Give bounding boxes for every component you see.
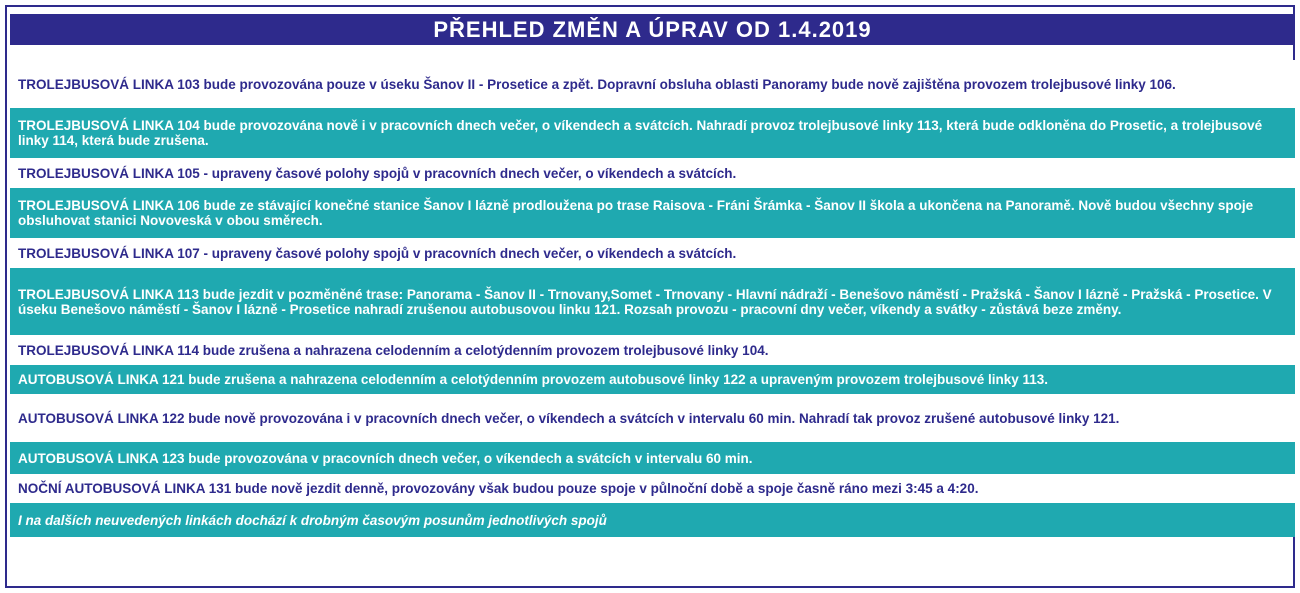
change-row-line-131 [10, 474, 1295, 503]
changes-list [10, 60, 1295, 537]
change-row-line-103 [10, 60, 1295, 108]
change-text: TROLEJBUSOVÁ LINKA 106 bude ze stávající konečné stanice Šanov I lázně prodloužena po trase Raisova - Fráni Šrámka - Šanov II škola a ukončena na Panoramě. Nově budou všechny spoje obsluhovat stanici Novoveská v obou směrech. [18, 198, 1254, 228]
change-text: TROLEJBUSOVÁ LINKA 104 bude provozována nově i v pracovních dnech večer, o víkendech a svátcích. Nahradí provoz trolejbusové linky 113, která bude odkloněna do Prosetic, a trolejbusové linky 114, která bude zrušena. [18, 118, 1263, 148]
change-row-line-122 [10, 394, 1295, 442]
change-row-footnote [10, 503, 1295, 537]
change-row-line-107 [10, 238, 1295, 268]
change-row-line-105 [10, 158, 1295, 188]
change-text: AUTOBUSOVÁ LINKA 122 bude nově provozována i v pracovních dnech večer, o víkendech a svátcích v intervalu 60 min. Nahradí tak provoz zrušené autobusové linky 121. [18, 410, 1120, 426]
change-row-line-121 [10, 365, 1295, 394]
change-text: TROLEJBUSOVÁ LINKA 113 bude jezdit v pozměněné trase: Panorama - Šanov II - Trnovany,Somet - Trnovany - Hlavní nádraží - Benešovo náměstí - Pražská - Šanov I lázně - Pražská - Prosetice. V úseku Benešovo náměstí - Šanov I lázně - Prosetice nahradí zrušenou autobusovou linku 121. Rozsah provozu - pracovní dny večer, víkendy a svátky - zůstává beze změny. [18, 286, 1272, 317]
change-row-line-123 [10, 442, 1295, 474]
title-bar [10, 14, 1295, 45]
page-title: PŘEHLED ZMĚN A ÚPRAV OD 1.4.2019 [433, 16, 872, 42]
change-text: AUTOBUSOVÁ LINKA 123 bude provozována v pracovních dnech večer, o víkendech a svátcích v intervalu 60 min. [18, 450, 753, 466]
change-row-line-113 [10, 268, 1295, 335]
change-text: TROLEJBUSOVÁ LINKA 107 - upraveny časové polohy spojů v pracovních dnech večer, o víkendech a svátcích. [18, 245, 737, 261]
change-row-line-106 [10, 188, 1295, 238]
change-text: AUTOBUSOVÁ LINKA 121 bude zrušena a nahrazena celodenním a celotýdenním provozem autobusové linky 122 a upraveným provozem trolejbusové linky 113. [18, 372, 1049, 387]
change-row-line-104 [10, 108, 1295, 158]
change-text: NOČNÍ AUTOBUSOVÁ LINKA 131 bude nově jezdit denně, provozovány však budou pouze spoje v půlnoční době a spoje časně ráno mezi 3:45 a 4:20. [18, 481, 979, 496]
change-text: TROLEJBUSOVÁ LINKA 114 bude zrušena a nahrazena celodenním a celotýdenním provozem trolejbusové linky 104. [18, 342, 769, 358]
change-text: TROLEJBUSOVÁ LINKA 105 - upraveny časové polohy spojů v pracovních dnech večer, o víkendech a svátcích. [18, 165, 737, 181]
change-text: I na dalších neuvedených linkách dochází k drobným časovým posunům jednotlivých spojů [18, 512, 607, 528]
change-row-line-114 [10, 335, 1295, 365]
change-text: TROLEJBUSOVÁ LINKA 103 bude provozována pouze v úseku Šanov II - Prosetice a zpět. Dopravní obsluha oblasti Panoramy bude nově zajištěna provozem trolejbusové linky 106. [18, 76, 1176, 92]
